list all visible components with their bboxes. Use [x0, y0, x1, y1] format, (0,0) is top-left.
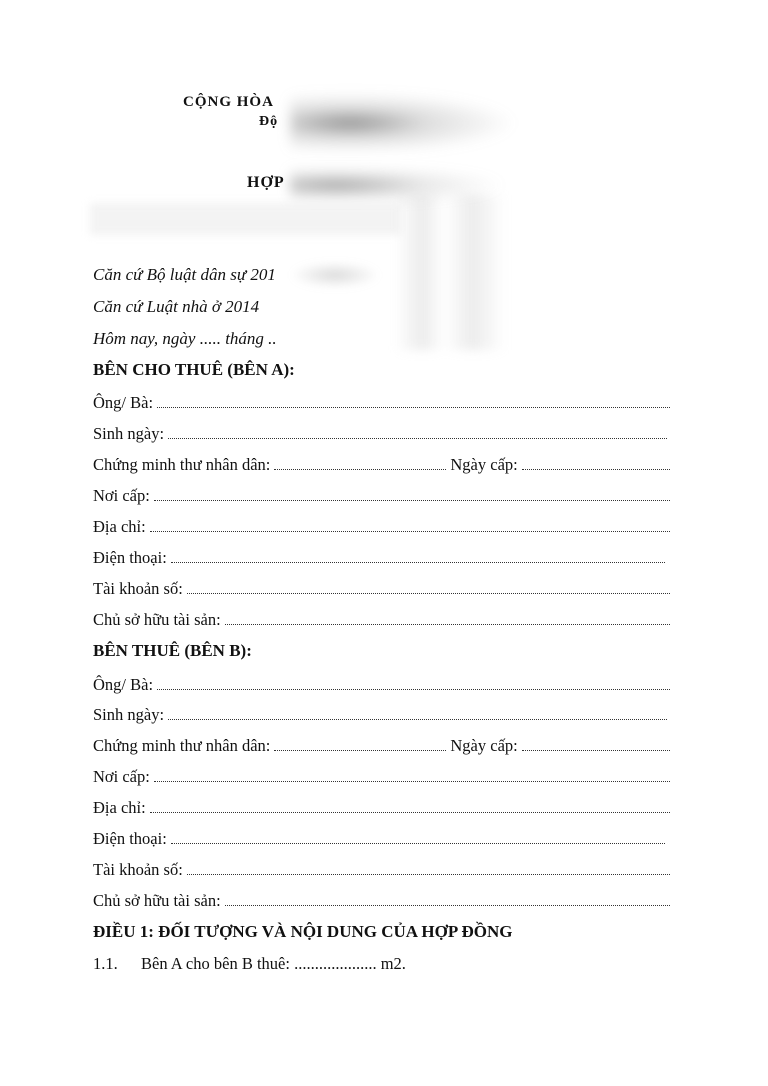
party-a-heading: BÊN CHO THUÊ (BÊN A): [93, 360, 295, 379]
redaction-blur [395, 195, 505, 350]
fill-in-line [522, 749, 670, 751]
party-b-dob-field [93, 705, 667, 725]
fill-in-line [157, 688, 670, 690]
field-label: Địa chỉ: [93, 517, 146, 536]
fill-in-line [274, 468, 446, 470]
party-b-issue-place-field [93, 767, 670, 787]
party-b-name-field [93, 675, 670, 695]
redaction-blur [290, 90, 530, 150]
contract-title: HỢP [247, 174, 285, 191]
redaction-blur [290, 262, 380, 288]
field-label: Sinh ngày: [93, 424, 165, 443]
article-1-heading: ĐIỀU 1: ĐỐI TƯỢNG VÀ NỘI DUNG CỦA HỢP ĐỒNG [93, 922, 513, 941]
fill-in-line [154, 499, 670, 501]
field-label: Chủ sở hữu tài sản: [93, 891, 221, 910]
field-label: Ngày cấp: [450, 455, 518, 474]
field-label: Sinh ngày: [93, 705, 165, 724]
fill-in-line [274, 749, 446, 751]
fill-in-line [157, 406, 670, 408]
preamble-civil-code: Căn cứ Bộ luật dân sự 201 [93, 265, 276, 284]
fill-in-line [225, 623, 670, 625]
party-b-address-field [93, 798, 670, 818]
clause-number: 1.1. [93, 954, 118, 973]
party-b-heading: BÊN THUÊ (BÊN B): [93, 641, 252, 660]
field-label: Điện thoại: [93, 548, 167, 567]
clause-text: Bên A cho bên B thuê: .................... m2. [141, 954, 406, 973]
party-b-phone-field [93, 829, 665, 849]
party-a-phone-field [93, 548, 665, 568]
field-label: Chủ sở hữu tài sản: [93, 610, 221, 629]
party-a-address-field [93, 517, 670, 537]
fill-in-line [150, 530, 670, 532]
fill-in-line [522, 468, 670, 470]
redaction-blur [90, 203, 400, 235]
field-label: Ngày cấp: [450, 736, 518, 755]
preamble-housing-law: Căn cứ Luật nhà ở 2014 [93, 297, 260, 316]
national-motto: Độ [259, 114, 279, 129]
field-label: Tài khoản số: [93, 860, 183, 879]
party-b-account-field [93, 860, 670, 880]
field-label: Nơi cấp: [93, 767, 150, 786]
party-a-account-field [93, 579, 670, 599]
party-a-dob-field [93, 424, 667, 444]
fill-in-line [168, 718, 667, 720]
fill-in-line [187, 592, 670, 594]
party-b-owner-field [93, 891, 670, 911]
party-a-name-field [93, 393, 670, 413]
preamble-date: Hôm nay, ngày ..... tháng .. [93, 329, 277, 348]
field-label: Ông/ Bà: [93, 393, 154, 412]
party-a-owner-field [93, 610, 670, 630]
fill-in-line [171, 842, 665, 844]
field-label: Điện thoại: [93, 829, 167, 848]
fill-in-line [187, 873, 670, 875]
field-label: Nơi cấp: [93, 486, 150, 505]
field-label: Chứng minh thư nhân dân: [93, 736, 271, 755]
fill-in-line [225, 904, 670, 906]
party-b-id-field [93, 736, 670, 756]
party-a-id-field [93, 455, 670, 475]
fill-in-line [168, 437, 667, 439]
party-a-issue-place-field [93, 486, 670, 506]
fill-in-line [171, 561, 665, 563]
field-label: Tài khoản số: [93, 579, 183, 598]
field-label: Địa chỉ: [93, 798, 146, 817]
fill-in-line [154, 780, 670, 782]
field-label: Ông/ Bà: [93, 675, 154, 694]
field-label: Chứng minh thư nhân dân: [93, 455, 271, 474]
fill-in-line [150, 811, 670, 813]
national-title: CỘNG HÒA [183, 94, 274, 110]
